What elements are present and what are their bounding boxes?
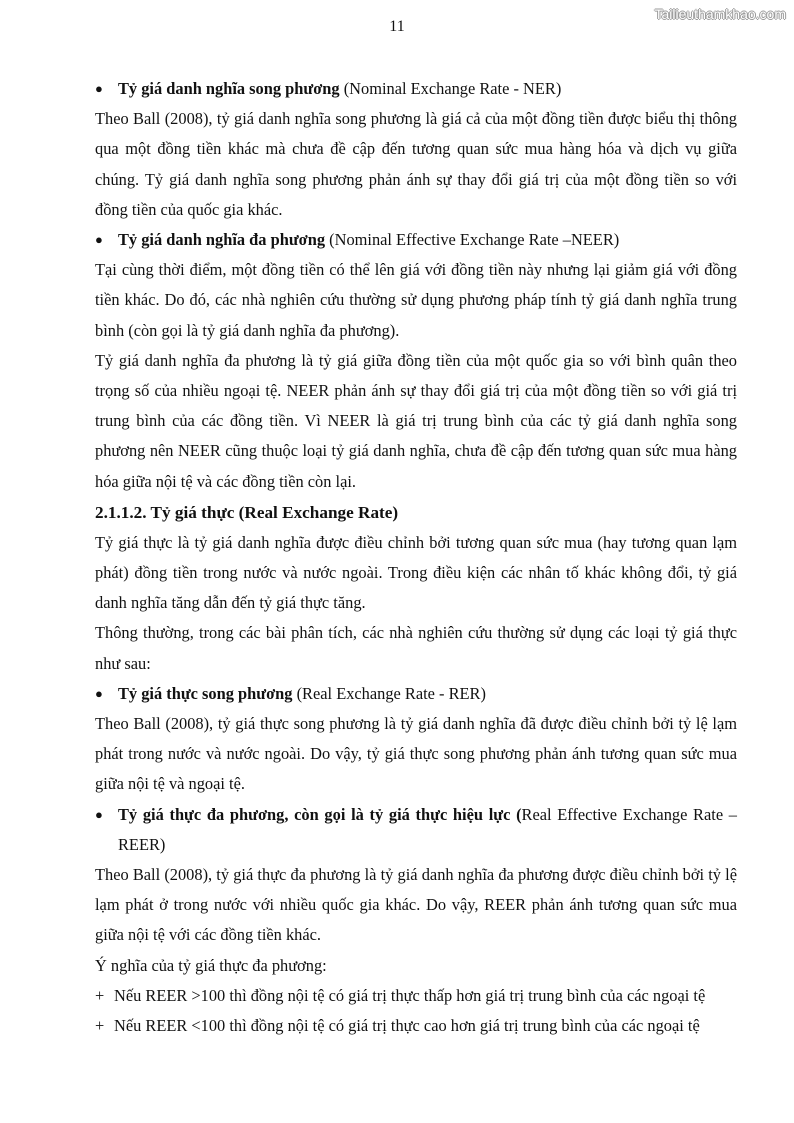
bullet-icon: ●: [95, 81, 103, 96]
bullet-description: (Nominal Effective Exchange Rate –NEER): [325, 230, 620, 250]
bullet-term: Tỷ giá danh nghĩa song phương: [118, 79, 340, 98]
paragraph: Tỷ giá danh nghĩa đa phương là tỷ giá giữa đồng tiền của một quốc gia so với bình quân theo trọng số của nhiều ngoại tệ. NEER phản ánh sự thay đổi giá trị của một đồng tiền so với giá trị trung bình của các đồng tiền. Vì NEER là giá trị trung bình của các tỷ giá danh nghĩa song phương nên NEER cũng thuộc loại tỷ giá danh nghĩa, chưa đề cập đến tương quan sức mua hàng hóa giữa nội tệ và các đồng tiền còn lại.: [95, 350, 737, 491]
bullet-description: (Nominal Exchange Rate - NER): [339, 79, 562, 98]
plus-item-text: Nếu REER >100 thì đồng nội tệ có giá trị thực thấp hơn giá trị trung bình của các ngoại tệ: [114, 985, 706, 1005]
paragraph: Ý nghĩa của tỷ giá thực đa phương:: [95, 955, 327, 975]
bullet-description: (Real Exchange Rate - RER): [292, 683, 486, 703]
bullet-icon: ●: [95, 685, 103, 701]
bullet-icon: ●: [95, 232, 103, 248]
bullet-nominal-effective: [95, 225, 737, 255]
bullet-term: Tỷ giá danh nghĩa đa phương: [118, 230, 326, 250]
bullet-real-effective: [95, 800, 737, 860]
paragraph: Theo Ball (2008), tỷ giá thực song phương là tỷ giá danh nghĩa đã được điều chỉnh bởi tỷ lệ lạm phát trong nước và nước ngoài. Do vậy, tỷ giá thực song phương phản ánh tương quan sức mua giữa nội tệ và ngoại tệ.: [95, 714, 737, 794]
bullet-description: Real Effective Exchange Rate –REER): [118, 804, 737, 854]
paragraph: Tỷ giá thực là tỷ giá danh nghĩa được điều chỉnh bởi tương quan sức mua (hay tương quan lạm phát) đồng tiền trong nước và nước ngoài. Trong điều kiện các nhân tố khác không đổi, tỷ giá danh nghĩa tăng dẫn đến tỷ giá thực tăng.: [95, 532, 737, 613]
page-number: 11: [389, 18, 405, 35]
paragraph: Theo Ball (2008), tỷ giá thực đa phương là tỷ giá danh nghĩa đa phương được điều chỉnh bởi tỷ lệ lạm phát ở trong nước với nhiều quốc gia khác. Do vậy, REER phản ánh tương quan sức mua giữa nội tệ với các đồng tiền khác.: [95, 865, 737, 945]
bullet-term: Tỷ giá thực song phương: [118, 683, 293, 703]
section-heading: 2.1.1.2. Tỷ giá thực (Real Exchange Rate): [95, 502, 399, 522]
paragraph: Theo Ball (2008), tỷ giá danh nghĩa song phương là giá cả của một đồng tiền được biểu thị thông qua một đồng tiền khác mà chưa đề cập đến tương quan sức mua hàng hóa và dịch vụ giữa chúng. Tỷ giá danh nghĩa song phương phản ánh sự thay đổi giá trị của một đồng tiền so với đồng tiền của quốc gia khác.: [95, 109, 737, 219]
plus-item-text: Nếu REER <100 thì đồng nội tệ có giá trị thực cao hơn giá trị trung bình của các ngoại tệ: [114, 1016, 700, 1036]
bullet-nominal-bilateral: [95, 74, 737, 104]
bullet-icon: ●: [95, 806, 103, 822]
paragraph: Tại cùng thời điểm, một đồng tiền có thể lên giá với đồng tiền này nhưng lại giảm giá với đồng tiền khác. Do đó, các nhà nghiên cứu thường sử dụng phương pháp tính tỷ giá danh nghĩa trung bình (còn gọi là tỷ giá danh nghĩa đa phương).: [95, 260, 737, 340]
plus-icon: +: [95, 985, 105, 1005]
document-body: [95, 74, 737, 1041]
paragraph: Thông thường, trong các bài phân tích, các nhà nghiên cứu thường sử dụng các loại tỷ giá thực như sau:: [95, 623, 737, 673]
bullet-term: Tỷ giá thực đa phương, còn gọi là tỷ giá thực hiệu lực (: [118, 804, 522, 824]
bullet-real-bilateral: [95, 679, 737, 709]
watermark: Tailieuthamkhao.com: [654, 6, 786, 22]
plus-icon: +: [95, 1016, 105, 1036]
plus-item: [95, 981, 737, 1011]
plus-item: [95, 1011, 737, 1041]
